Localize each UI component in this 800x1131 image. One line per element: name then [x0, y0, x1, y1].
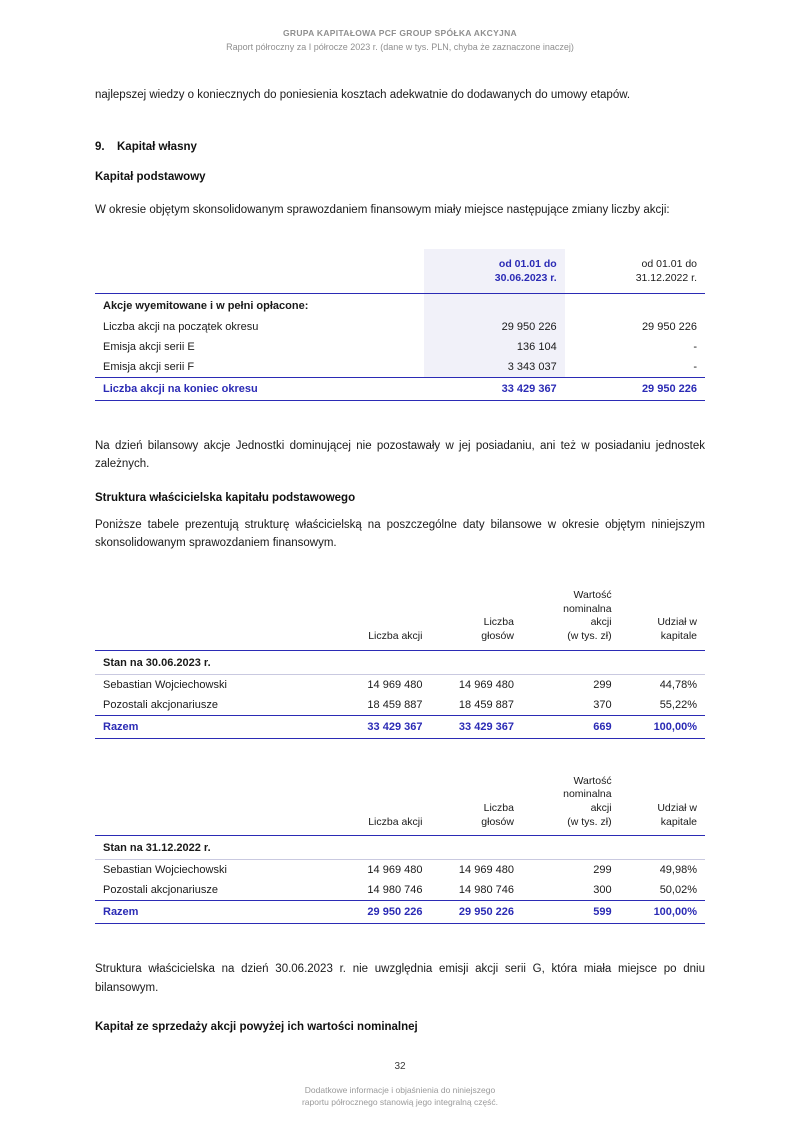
- table-ownership-2022-total-share: 100,00%: [620, 901, 705, 924]
- table-row-group: [95, 650, 705, 674]
- table-ownership-2022-header-shares: Liczba akcji: [327, 775, 431, 836]
- table-shares-total-v2: 29 950 226: [565, 377, 705, 400]
- subsection-heading-kapital-podstawowy: Kapitał podstawowy: [95, 170, 206, 183]
- intro-paragraph: najlepszej wiedzy o koniecznych do poniesienia kosztach adekwatnie do dodawanych do umowy etapów.: [95, 89, 631, 101]
- table-ownership-2022-row-nominal: 300: [593, 884, 612, 897]
- table-shares-row-v2: -: [693, 340, 697, 353]
- table-row-total: [95, 901, 705, 924]
- table-shares-row-label: Emisja akcji serii F: [103, 360, 195, 373]
- table-ownership-2023-row-shares: 14 969 480: [367, 678, 423, 691]
- paragraph-series-g-note: Struktura właścicielska na dzień 30.06.2023 r. nie uwzględnia emisji akcji serii G, która miała miejsce po dniu bilansowym.: [95, 963, 705, 994]
- subsection-heading-kapital-ze-sprzedazy: Kapitał ze sprzedaży akcji powyżej ich wartości nominalnej: [95, 1021, 418, 1034]
- table-shares-total-label: Liczba akcji na koniec okresu: [95, 377, 424, 400]
- section-heading: [95, 141, 705, 153]
- table-ownership-2023-corner-cell: [95, 589, 327, 650]
- paragraph-share-changes: W okresie objętym skonsolidowanym sprawozdaniem finansowym miały miejsce następujące zmiany liczby akcji:: [95, 203, 670, 216]
- table-ownership-2022-header-share: Udział w kapitale: [620, 775, 705, 836]
- table-shares-header-period-2: od 01.01 do 31.12.2022 r.: [565, 249, 705, 293]
- table-ownership-2022-total-label: Razem: [95, 901, 327, 924]
- table-ownership-2022-total-votes: 29 950 226: [430, 901, 522, 924]
- table-ownership-2023-row-shares: 18 459 887: [367, 698, 423, 711]
- page-number: 32: [394, 1060, 406, 1072]
- table-ownership-2022-row-share: 49,98%: [659, 864, 697, 877]
- table-ownership-2022-total-shares: 29 950 226: [327, 901, 431, 924]
- table-row-total: [95, 377, 705, 400]
- table-shares-group-v2: [565, 293, 705, 317]
- table-row: [95, 357, 705, 378]
- section-number: 9.: [95, 140, 105, 153]
- table-row: [95, 860, 705, 881]
- header-report-subtitle: Raport półroczny za I półrocze 2023 r. (dane w tys. PLN, chyba że zaznaczone inaczej): [226, 42, 574, 52]
- table-shares-row-v1: 136 104: [424, 337, 564, 357]
- table-row: [95, 674, 705, 695]
- table-ownership-2022-row-share: 50,02%: [659, 884, 697, 897]
- table-ownership-2023-row-name: Pozostali akcjonariusze: [103, 698, 218, 711]
- table-ownership-2022-group-label: Stan na 31.12.2022 r.: [95, 836, 705, 860]
- table-ownership-2023-total-votes: 33 429 367: [430, 715, 522, 738]
- table-ownership-2023-row-name: Sebastian Wojciechowski: [103, 678, 227, 691]
- table-shares-row-v1: 29 950 226: [424, 317, 564, 337]
- table-shares-row-v2: 29 950 226: [641, 320, 697, 333]
- table-ownership-2023-header-shares: Liczba akcji: [327, 589, 431, 650]
- table-ownership-2023-total-share: 100,00%: [620, 715, 705, 738]
- table-ownership-2023-row-nominal: 299: [593, 678, 612, 691]
- table-shares-group-label: Akcje wyemitowane i w pełni opłacone:: [103, 299, 309, 312]
- table-shares-corner-cell: [95, 249, 424, 293]
- table-row-total: [95, 715, 705, 738]
- table-shares-group-v1: [424, 293, 564, 317]
- table-ownership-2023-row-share: 55,22%: [659, 698, 697, 711]
- table-ownership-2023-total-label: Razem: [95, 715, 327, 738]
- table-ownership-2023: [95, 589, 705, 739]
- header-company-name: GRUPA KAPITAŁOWA PCF GROUP SPÓŁKA AKCYJNA: [283, 28, 517, 38]
- table-ownership-2022-corner-cell: [95, 775, 327, 836]
- table-row: [95, 695, 705, 716]
- table-ownership-2022-row-votes: 14 969 480: [458, 864, 514, 877]
- table-ownership-2022-row-name: Pozostali akcjonariusze: [103, 884, 218, 897]
- footer-note-line-2: raportu półrocznego stanowią jego integralną część.: [301, 1097, 499, 1108]
- table-ownership-2022-header-votes: Liczba głosów: [430, 775, 522, 836]
- table-ownership-2022: [95, 775, 705, 925]
- document-content: [95, 52, 705, 1033]
- table-ownership-2023-row-votes: 18 459 887: [458, 698, 514, 711]
- table-ownership-2023-group-label: Stan na 30.06.2023 r.: [95, 650, 705, 674]
- footer-note: [0, 1084, 800, 1110]
- table-row: [95, 337, 705, 357]
- table-ownership-2022-row-nominal: 299: [593, 864, 612, 877]
- subsection-heading-struktura: Struktura właścicielska kapitału podstawowego: [95, 491, 356, 504]
- document-header: [95, 0, 705, 52]
- table-ownership-2023-header-nominal: Wartość nominalna akcji (w tys. zł): [522, 589, 620, 650]
- table-ownership-2022-header-nominal: Wartość nominalna akcji (w tys. zł): [522, 775, 620, 836]
- table-ownership-2023-total-shares: 33 429 367: [327, 715, 431, 738]
- table-ownership-2023-row-share: 44,78%: [659, 678, 697, 691]
- table-ownership-2023-header-share: Udział w kapitale: [620, 589, 705, 650]
- table-shares-row-label: Liczba akcji na początek okresu: [103, 320, 259, 333]
- table-row: [95, 880, 705, 901]
- document-footer: [0, 1061, 800, 1110]
- table-shares-total-v1: 33 429 367: [424, 377, 564, 400]
- table-ownership-2022-row-shares: 14 980 746: [367, 884, 423, 897]
- table-row-group: [95, 836, 705, 860]
- table-shares-row-label: Emisja akcji serii E: [103, 340, 195, 353]
- table-row: [95, 317, 705, 337]
- table-ownership-2023-header-votes: Liczba głosów: [430, 589, 522, 650]
- paragraph-ownership-intro: Poniższe tabele prezentują strukturę właścicielską na poszczególne daty bilansowe w okresie objętym niniejszym skonsolidowanym sprawozdaniem finansowym.: [95, 518, 705, 550]
- table-shares-row-v1: 3 343 037: [424, 357, 564, 378]
- section-title: Kapitał własny: [117, 140, 197, 153]
- table-shares-header-period-1: od 01.01 do 30.06.2023 r.: [424, 249, 564, 293]
- table-ownership-2023-row-nominal: 370: [593, 698, 612, 711]
- table-ownership-2022-total-nominal: 599: [522, 901, 620, 924]
- footer-note-line-1: Dodatkowe informacje i objaśnienia do niniejszego: [304, 1084, 496, 1095]
- table-ownership-2023-total-nominal: 669: [522, 715, 620, 738]
- table-ownership-2022-row-name: Sebastian Wojciechowski: [103, 864, 227, 877]
- paragraph-own-shares: Na dzień bilansowy akcje Jednostki dominującej nie pozostawały w jej posiadaniu, ani też w posiadaniu jednostek zależnych.: [95, 439, 705, 471]
- table-shares-row-v2: -: [693, 360, 697, 373]
- table-ownership-2023-row-votes: 14 969 480: [458, 678, 514, 691]
- table-share-movements: [95, 249, 705, 400]
- table-row: [95, 293, 705, 317]
- table-ownership-2022-row-shares: 14 969 480: [367, 864, 423, 877]
- table-ownership-2022-row-votes: 14 980 746: [458, 884, 514, 897]
